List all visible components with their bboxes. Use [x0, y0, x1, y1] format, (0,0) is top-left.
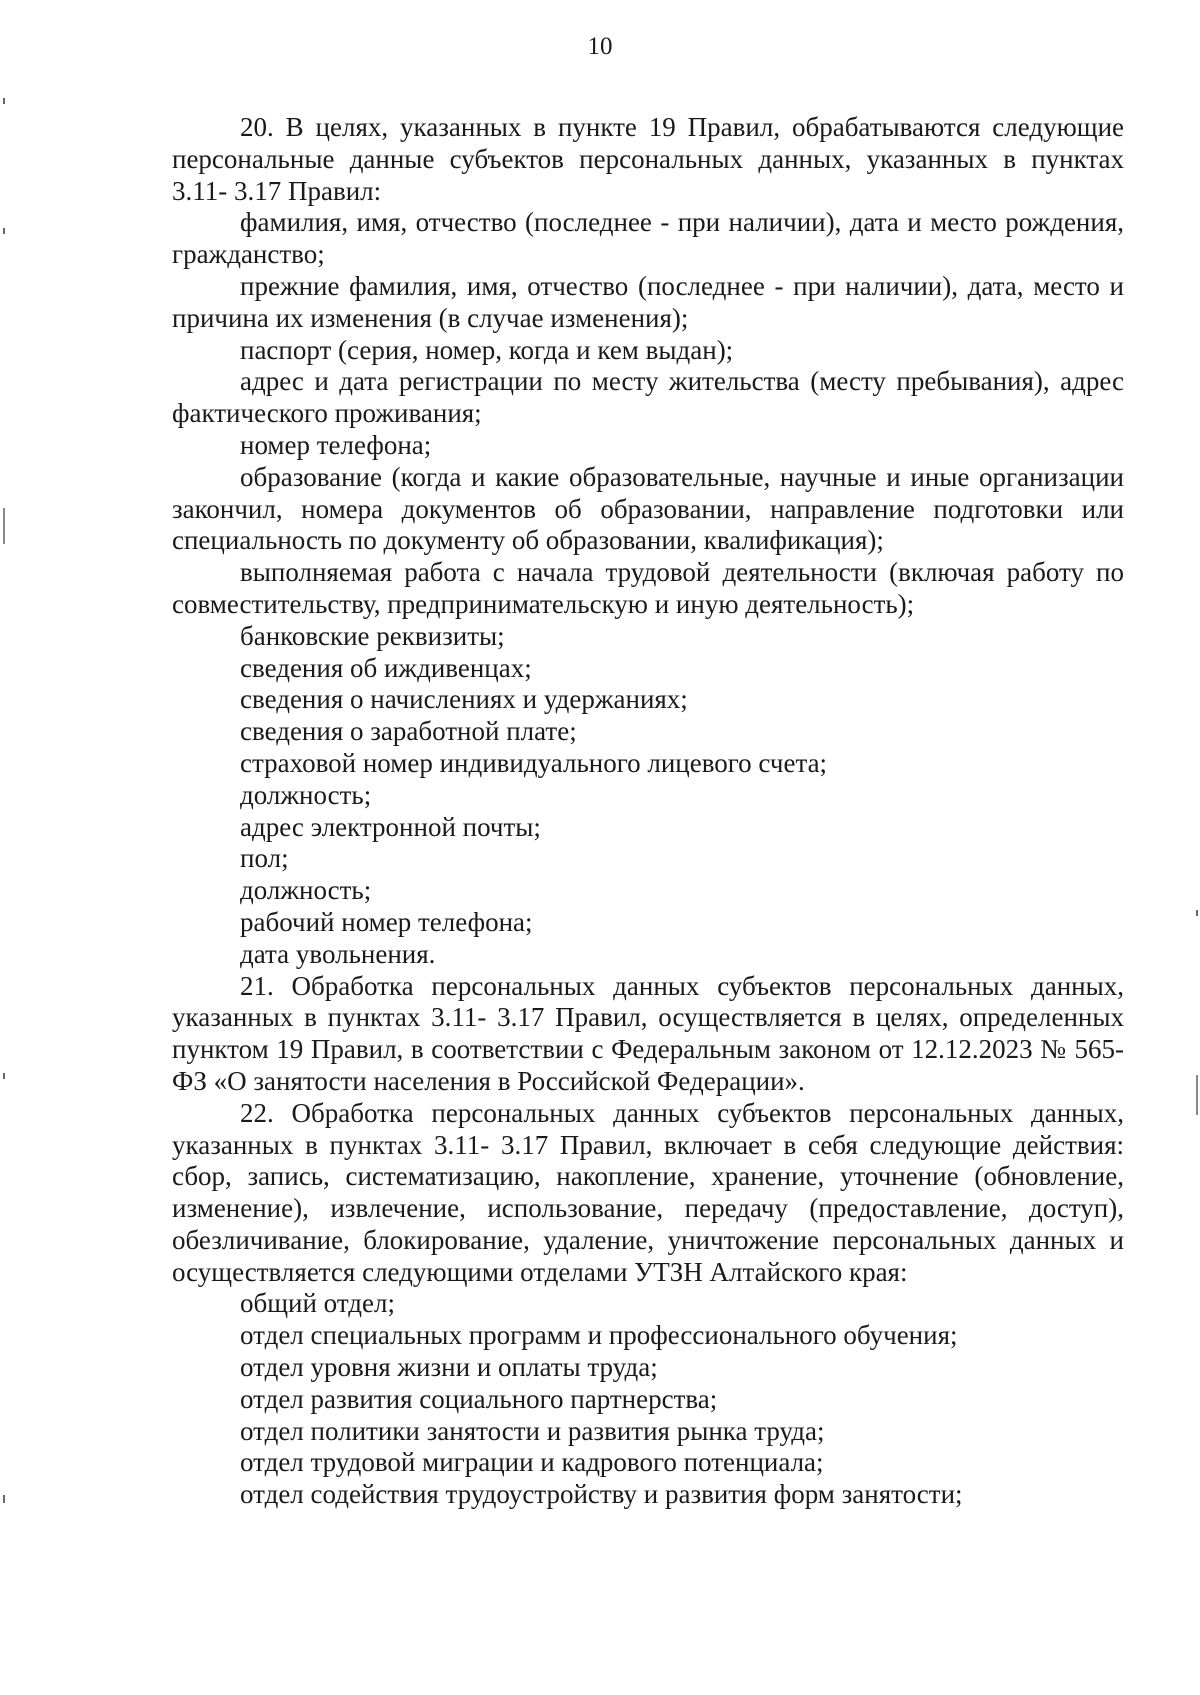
list-item: рабочий номер телефона; [240, 906, 533, 937]
list-item: дата увольнения. [240, 938, 436, 969]
list-item: должность; [240, 779, 372, 810]
scan-speck [3, 228, 5, 234]
list-item: отдел содействия трудоустройству и развития форм занятости; [240, 1479, 963, 1510]
list-item: сведения об иждивенцах; [240, 652, 532, 683]
document-body [172, 112, 1124, 1511]
list-item: отдел уровня жизни и оплаты труда; [240, 1352, 658, 1383]
paragraph-21: 21. Обработка персональных данных субъектов персональных данных, указанных в пунктах 3.11- 3.17 Правил, осуществляется в целях, определенных пунктом 19 Правил, в соответствии с Федеральным законом от 12.12.2023 № 565-ФЗ «О занятости населения в Российской Федерации». [172, 970, 1124, 1096]
list-item: образование (когда и какие образовательные, научные и иные организации закончил, номера документов об образовании, направление подготовки или специальность по документу об образовании, квалификация); [172, 461, 1124, 556]
list-item: банковские реквизиты; [240, 620, 505, 651]
list-item: общий отдел; [240, 1288, 395, 1319]
personal-data-list [172, 207, 1124, 970]
page-number: 10 [587, 33, 613, 60]
scan-speck [1196, 1075, 1198, 1115]
list-item: прежние фамилия, имя, отчество (последнее - при наличии), дата, место и причина их изменения (в случае изменения); [172, 270, 1124, 333]
paragraph-20-intro: 20. В целях, указанных в пункте 19 Правил, обрабатываются следующие персональные данные субъектов персональных данных, указанных в пунктах 3.11- 3.17 Правил: [172, 112, 1124, 206]
list-item: номер телефона; [240, 429, 432, 460]
list-item: отдел развития социального партнерства; [240, 1383, 718, 1414]
list-item: отдел специальных программ и профессионального обучения; [240, 1320, 958, 1351]
list-item: адрес и дата регистрации по месту жительства (месту пребывания), адрес фактического проживания; [172, 366, 1124, 429]
list-item: должность; [240, 875, 372, 906]
department-list [172, 1288, 1124, 1511]
scan-speck [3, 1073, 5, 1079]
scan-speck [3, 508, 5, 544]
list-item: отдел политики занятости и развития рынка труда; [240, 1415, 825, 1446]
list-item: сведения о заработной плате; [240, 716, 577, 747]
list-item: сведения о начислениях и удержаниях; [240, 684, 688, 715]
scan-speck [1196, 910, 1198, 916]
list-item: страховой номер индивидуального лицевого счета; [240, 747, 828, 778]
list-item: отдел трудовой миграции и кадрового потенциала; [240, 1447, 824, 1478]
list-item: выполняемая работа с начала трудовой деятельности (включая работу по совместительству, предпринимательскую и иную деятельность); [172, 557, 1124, 619]
list-item: пол; [240, 843, 289, 874]
list-item: паспорт (серия, номер, когда и кем выдан); [240, 334, 734, 365]
list-item: фамилия, имя, отчество (последнее - при наличии), дата и место рождения, гражданство; [172, 207, 1124, 270]
paragraph-22-intro: 22. Обработка персональных данных субъектов персональных данных, указанных в пунктах 3.11- 3.17 Правил, включает в себя следующие действия: сбор, запись, систематизацию, накопление, хранение, уточнение (обновление, изменение), извлечение, использование, передачу (предоставление, доступ), обезличивание, блокирование, удаление, уничтожение персональных данных и осуществляется следующими отделами УТЗН Алтайского края: [172, 1097, 1124, 1287]
scan-speck [3, 98, 5, 104]
list-item: адрес электронной почты; [240, 811, 541, 842]
scan-speck [3, 1495, 5, 1503]
